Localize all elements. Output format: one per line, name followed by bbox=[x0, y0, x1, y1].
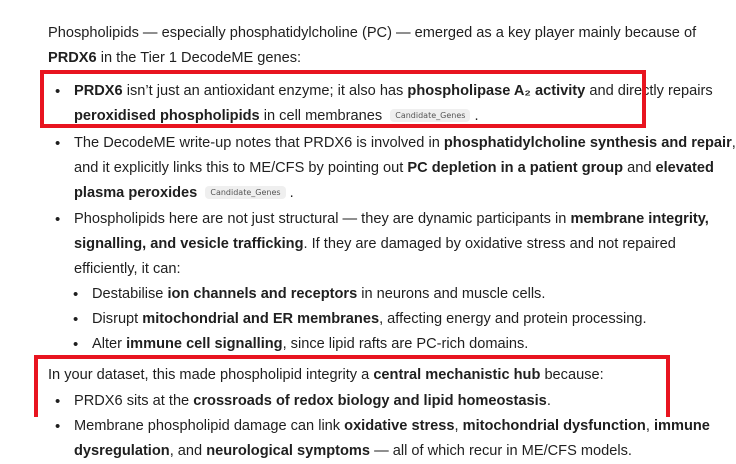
bullet-1-line-1: PRDX6 isn’t just an antioxidant enzyme; it also has phospholipase A₂ activity and directly repairs bbox=[74, 83, 713, 99]
bullet-3-line-2: signalling, and vesicle trafficking. If they are damaged by oxidative stress and not repaired bbox=[74, 236, 676, 252]
bullet-dot: • bbox=[55, 393, 61, 410]
bullet-5-line-2: dysregulation, and neurological symptoms — all of which recur in ME/CFS models. bbox=[74, 443, 632, 459]
bullet-4-line-1: PRDX6 sits at the crossroads of redox biology and lipid homeostasis. bbox=[74, 393, 551, 409]
bullet-dot: • bbox=[55, 211, 61, 228]
highlight-box-summary bbox=[34, 355, 670, 417]
bullet-3-line-3: efficiently, it can: bbox=[74, 261, 181, 277]
bullet-dot: • bbox=[55, 83, 61, 100]
bullet-1-line-2: peroxidised phospholipids in cell membranes Candidate_Genes . bbox=[74, 108, 479, 124]
intro-line-2: PRDX6 in the Tier 1 DecodeME genes: bbox=[48, 50, 302, 66]
candidate-genes-tag[interactable]: Candidate_Genes bbox=[390, 109, 470, 122]
candidate-genes-tag[interactable]: Candidate_Genes bbox=[205, 186, 285, 199]
highlight-box-prdx6 bbox=[40, 70, 646, 128]
bullet-2-line-1: The DecodeME write-up notes that PRDX6 is involved in phosphatidylcholine synthesis and repair, bbox=[74, 135, 736, 151]
sub-bullet-dot: • bbox=[73, 336, 79, 353]
intro-line-1: Phospholipids — especially phosphatidylcholine (PC) — emerged as a key player mainly because of bbox=[48, 25, 697, 41]
sub-bullet-dot: • bbox=[73, 311, 79, 328]
bullet-2-line-3: plasma peroxides Candidate_Genes . bbox=[74, 185, 294, 201]
bullet-dot: • bbox=[55, 418, 61, 435]
bullet-5-line-1: Membrane phospholipid damage can link oxidative stress, mitochondrial dysfunction, immune bbox=[74, 418, 710, 434]
summary-line: In your dataset, this made phospholipid integrity a central mechanistic hub because: bbox=[48, 367, 604, 383]
sub-bullet-3: Alter immune cell signalling, since lipid rafts are PC-rich domains. bbox=[92, 336, 529, 352]
bullet-2-line-2: and it explicitly links this to ME/CFS by pointing out PC depletion in a patient group and elevated bbox=[74, 160, 714, 176]
bullet-3-line-1: Phospholipids here are not just structural — they are dynamic participants in membrane integrity, bbox=[74, 211, 709, 227]
sub-bullet-dot: • bbox=[73, 286, 79, 303]
bullet-dot: • bbox=[55, 135, 61, 152]
sub-bullet-2: Disrupt mitochondrial and ER membranes, affecting energy and protein processing. bbox=[92, 311, 647, 327]
sub-bullet-1: Destabilise ion channels and receptors in neurons and muscle cells. bbox=[92, 286, 546, 302]
